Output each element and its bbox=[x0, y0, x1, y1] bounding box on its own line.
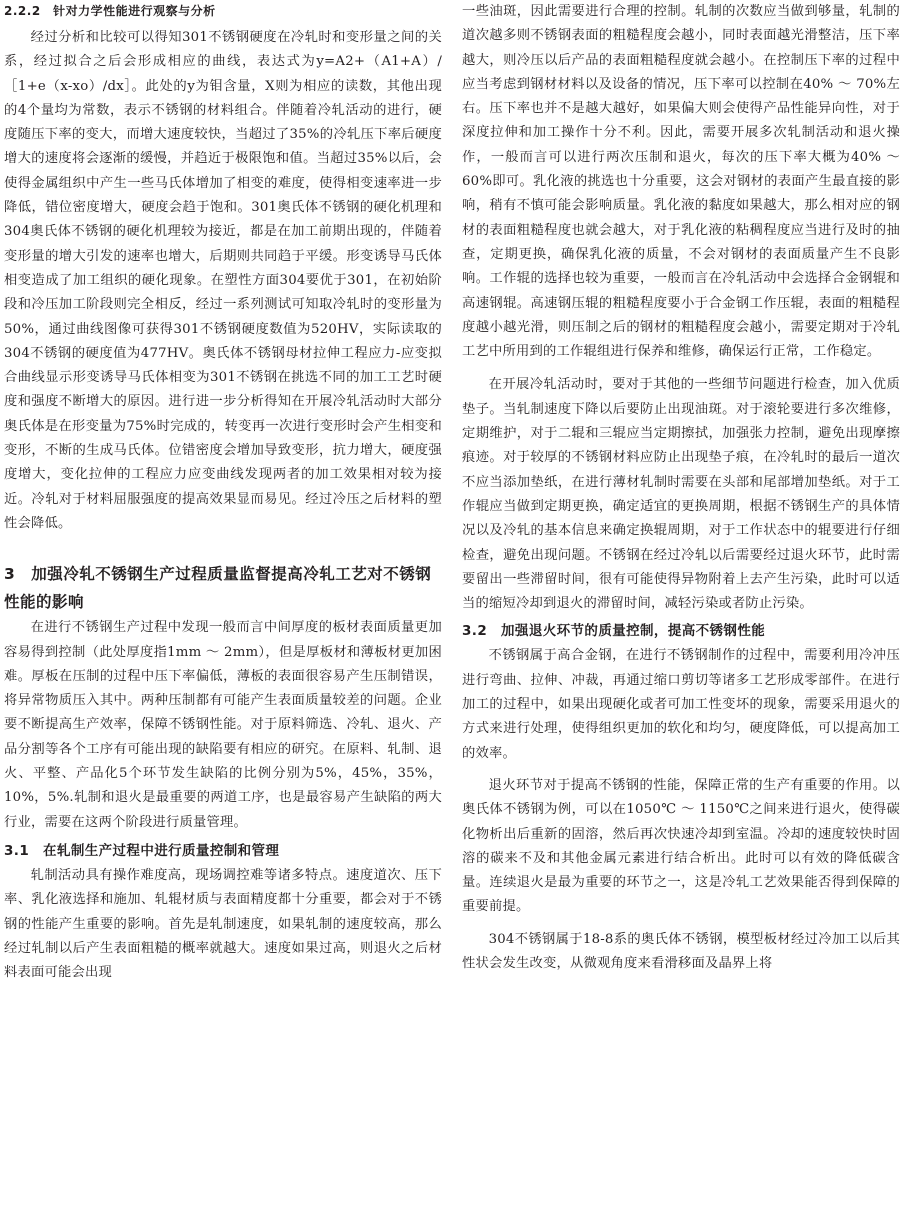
section-3-heading: 3 加强冷轧不锈钢生产过程质量监督提高冷轧工艺对不锈钢性能的影响 bbox=[4, 565, 432, 612]
paragraph-304-stainless: 304不锈钢属于18-8系的奥氏体不锈钢，模型板材经过冷加工以后其性状会发生改变，从微观角度来看滑移面及晶界上将 bbox=[462, 931, 900, 971]
paragraph-rolling-continued: 一些油斑，因此需要进行合理的控制。轧制的次数应当做到够量，轧制的道次越多则不锈钢表面的粗糙程度会越小，同时表面越光滑整洁，压下率越大，则冷压以后产品的表面粗糙程度就会越小。在控制压下率的过程中应当考虑到钢材材料以及设备的情况，压下率可以控制在40% ～ 70%左右。压下率也并不是越大越好，如果偏大则会使得产品性能异向性，对于深度拉伸和加工操作十分不利。因此，需要开展多次轧制活动和退火操作，一般而言可以进行两次压制和退火，每次的压下率大概为40% ～ 60%即可。乳化液的挑选也十分重要，这会对钢材的表面产生最直接的影响，稍有不慎可能会影响质量。乳化液的黏度如果越大，那么相对应的钢材的表面粗糙程度也就会越大，对于乳化液的粘稠程度应当进行及时的抽查，定期更换，确保乳化液的质量，不会对钢材的表面质量产生不良影响。工作辊的选择也较为重要，一般而言在冷轧活动中会选择合金钢辊和高速钢辊。高速钢压辊的粗糙程度要小于合金钢工作压辊，表面的粗糙程度越小越光滑，则压制之后的钢材的粗糙程度会越小，需要定期对于冷轧工艺中所用到的工作辊组进行保养和维修，确保运行正常，工作稳定。 bbox=[462, 4, 900, 360]
right-column bbox=[462, 0, 900, 976]
paragraph-annealing-intro: 不锈钢属于高合金钢，在进行不锈钢制作的过程中，需要利用冷冲压进行弯曲、拉伸、冲裁，再通过缩口剪切等诸多工艺形成零部件。在进行加工的过程中，如果出现硬化或者可加工性变坏的现象，需要采用退火的方式来进行处理，使得组织更加的软化和均匀，硬度降低，可以提高加工的效率。 bbox=[462, 648, 900, 761]
paragraph-quality-supervision: 在进行不锈钢生产过程中发现一般而言中间厚度的板材表面质量更加容易得到控制（此处厚度指1mm ～ 2mm），但是厚板材和薄板材更加困难。厚板在压制的过程中压下率偏低，薄板的表面很容易产生压制错误，将异常物质压入其中。两种压制都有可能产生表面质量较差的问题。企业要不断提高生产效率，保障不锈钢性能。对于原料筛选、冷轧、退火、产品分割等各个工序有可能出现的缺陷要有相应的研究。在原料、轧制、退火、平整、产品化5个环节发生缺陷的比例分别为5%，45%，35%，10%，5%.轧制和退火是最重要的两道工序，也是最容易产生缺陷的两大行业，需要在这两个阶段进行质量管理。 bbox=[4, 620, 442, 830]
section-2-2-2-heading: 2.2.2 针对力学性能进行观察与分析 bbox=[4, 4, 216, 18]
paragraph-hardness-analysis: 经过分析和比较可以得知301不锈钢硬度在冷轧时和变形量之间的关系，经过拟合之后会形成相应的曲线，表达式为y=A2+（A1+A）/［1+e（x-xo）/dx］。此处的y为钼含量，X则为相应的读数，其他出现的4个量均为常数，表示不锈钢的材料组合。伴随着冷轧活动的进行，硬度随压下率的变大，而增大速度较快，当超过了35%的冷轧压下率后硬度增大的速度将会逐渐的缓慢，并趋近于极限饱和值。当超过35%以后，会使得金属组织中产生一些马氏体增加了相变的难度，使得相变速率进一步降低，错位密度增大，硬度会趋于饱和。301奥氏体不锈钢的硬化机理和304奥氏体不锈钢的硬化机理较为接近，都是在加工前期出现的，伴随着变形量的增大引发的速率也增大，后期则共同趋于平缓。形变诱导马氏体相变造成了加工组织的硬化现象。在塑性方面304要优于301，在初始阶段和冷压加工阶段则完全相反，经过一系列测试可知取冷轧时的变形量为50%，通过曲线图像可获得301不锈钢硬度数值为520HV，实际读取的304不锈钢的硬度值为477HV。奥氏体不锈钢母材拉伸工程应力-应变拟合曲线显示形变诱导马氏体相变为301不锈钢在挑选不同的加工工艺时硬度和强度不断增大的原因。进行进一步分析得知在开展冷轧活动时大部分奥氏体是在形变量为75%时完成的，转变再一次进行变形时会产生相变和变形，不断的生成马氏体。位错密度会增加导致变形，抗力增大，硬度强度增大，变化拉伸的工程应力应变曲线发现两者的加工效果相对较为接近。冷轧对于材料屈服强度的提高效果显而易见。经过冷压之后材料的塑性会降低。 bbox=[4, 30, 442, 531]
section-3-1-heading: 3.1 在轧制生产过程中进行质量控制和管理 bbox=[4, 842, 280, 859]
left-column bbox=[4, 0, 442, 985]
paragraph-rolling-details: 在开展冷轧活动时，要对于其他的一些细节问题进行检查，加入优质垫子。当轧制速度下降以后要防止出现油斑。对于滚轮要进行多次维修，定期维护，对于二辊和三辊应当定期擦拭，加强张力控制，避免出现摩擦痕迹。对于较厚的不锈钢材料应防止出现垫子痕，在冷轧时的最后一道次不应当添加垫纸，在进行薄材轧制时需要在头部和尾部增加垫纸。对于工作辊应当做到定期更换，确定适宜的更换周期，根据不锈钢生产的具体情况以及冷轧的基本信息来确定换辊周期，对于工作状态中的辊要进行仔细检查，避免出现问题。不锈钢在经过冷轧以后需要经过退火环节，此时需要留出一些滞留时间，很有可能使得异物附着上去产生污染，此时可以适当的缩短冷却到退火的滞留时间，减轻污染或者防止污染。 bbox=[462, 377, 900, 612]
paragraph-annealing-importance: 退火环节对于提高不锈钢的性能，保障正常的生产有重要的作用。以奥氏体不锈钢为例，可以在1050℃ ～ 1150℃之间来进行退火，使得碳化物析出后重新的固溶，然后再次快速冷却到室温。冷却的速度较快时固溶的碳来不及和其他金属元素进行结合析出。此时可以有效的降低碳含量。连续退火是最为重要的环节之一，这是冷轧工艺效果能否得到保障的重要前提。 bbox=[462, 777, 900, 915]
paragraph-rolling-control: 轧制活动具有操作难度高，现场调控难等诸多特点。速度道次、压下率、乳化液选择和施加、轧辊材质与表面精度都十分重要，都会对于不锈钢的性能产生重要的影响。首先是轧制速度，如果轧制的速度较高，那么经过轧制以后产生表面粗糙的概率就越大。速度如果过高，则退火之后材料表面可能会出现 bbox=[4, 867, 442, 981]
section-3-2-heading: 3.2 加强退火环节的质量控制，提高不锈钢性能 bbox=[462, 623, 766, 640]
